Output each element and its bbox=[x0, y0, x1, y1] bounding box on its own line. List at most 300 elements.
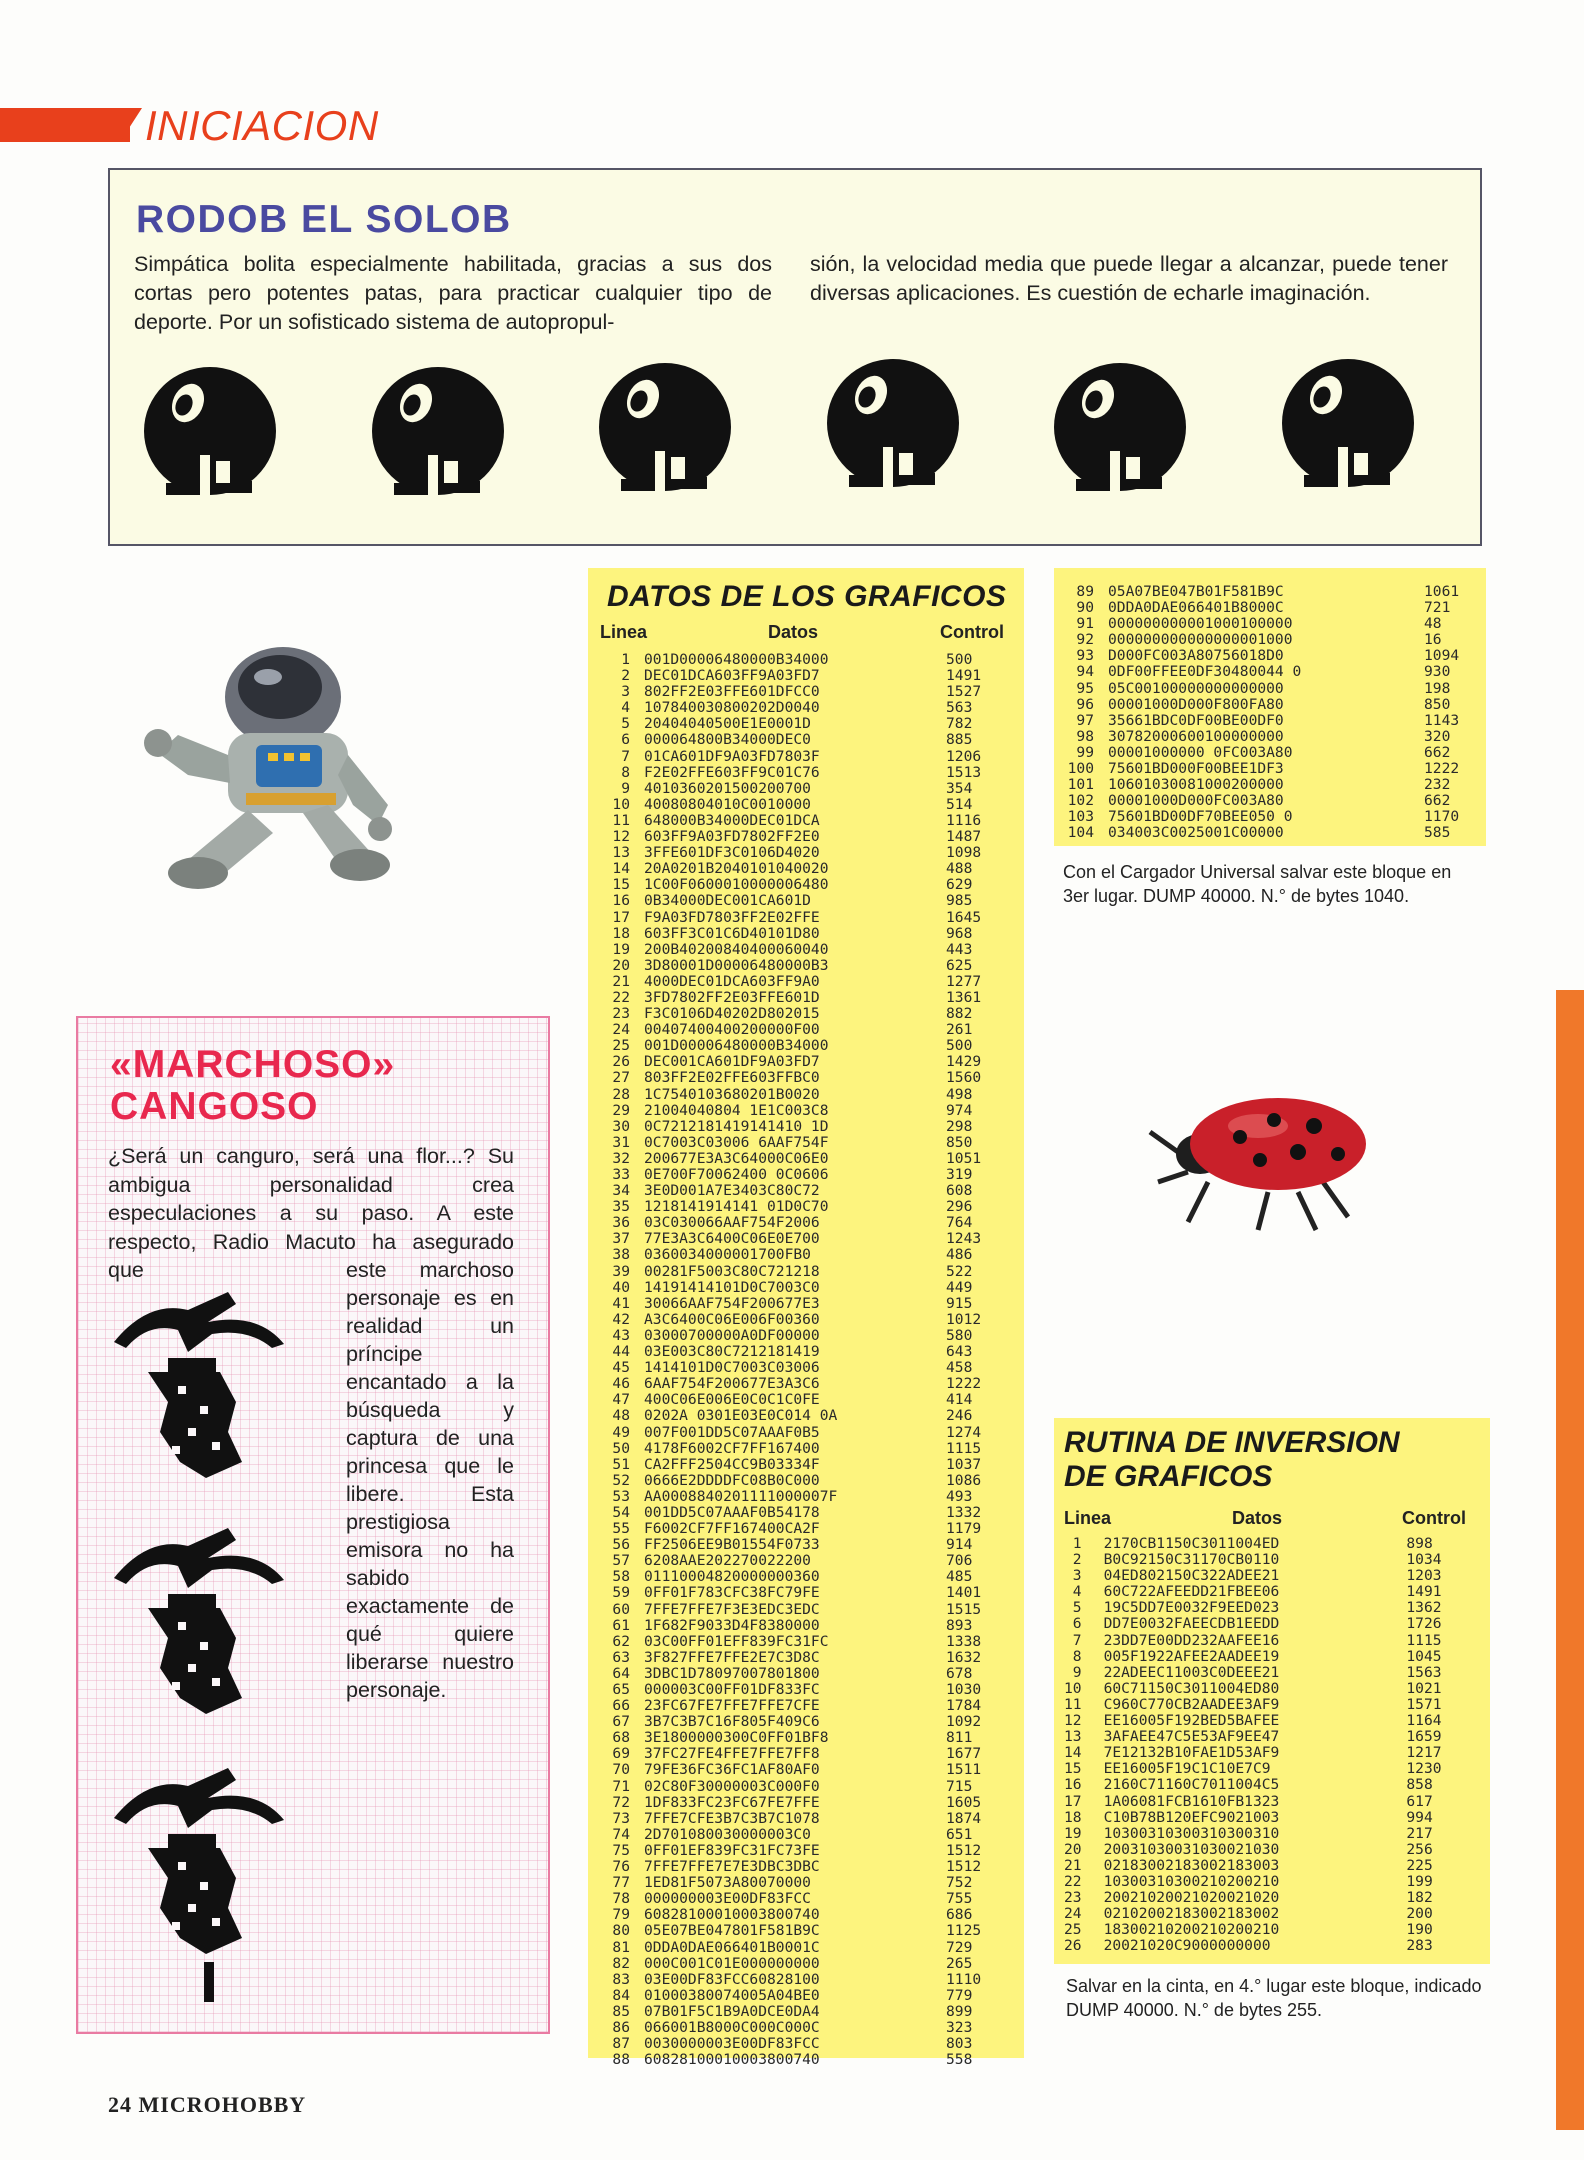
row-control: 1512 bbox=[946, 1841, 982, 1859]
row-line-number: 50 bbox=[612, 1439, 630, 1457]
row-line-number: 54 bbox=[612, 1503, 630, 1521]
row-control: 608 bbox=[946, 1182, 973, 1200]
row-control: 1511 bbox=[946, 1761, 982, 1779]
row-data: F6002CF7FF167400CA2F bbox=[644, 1520, 820, 1538]
row-control: 1217 bbox=[1406, 1744, 1442, 1762]
row-data: 000000000000000001000 bbox=[1108, 631, 1293, 649]
row-control: 662 bbox=[1424, 743, 1451, 761]
row-data: 034003C0025001C00000 bbox=[1108, 824, 1284, 842]
row-data: 1C7540103680201B0020 bbox=[644, 1085, 820, 1103]
table-row bbox=[604, 2020, 1014, 2036]
table-row bbox=[604, 1746, 1014, 1762]
row-data: 3FD7802FF2E03FFE601D bbox=[644, 988, 820, 1006]
row-control: 629 bbox=[946, 876, 973, 894]
table-row bbox=[604, 1408, 1014, 1424]
row-control: 974 bbox=[946, 1101, 973, 1119]
table-row bbox=[604, 958, 1014, 974]
row-line-number: 88 bbox=[612, 2051, 630, 2069]
row-control: 232 bbox=[1424, 776, 1451, 794]
row-control: 1361 bbox=[946, 988, 982, 1006]
row-control: 1179 bbox=[946, 1520, 982, 1538]
table-row bbox=[604, 1296, 1014, 1312]
row-control: 1527 bbox=[946, 683, 982, 701]
row-line-number: 99 bbox=[1076, 743, 1094, 761]
row-line-number: 16 bbox=[1064, 1776, 1082, 1794]
row-line-number: 42 bbox=[612, 1310, 630, 1328]
row-line-number: 9 bbox=[1072, 1663, 1082, 1681]
row-data: 2170CB1150C3011004ED bbox=[1103, 1535, 1280, 1552]
table-row bbox=[604, 1425, 1014, 1441]
table-row bbox=[1064, 1890, 1484, 1906]
row-line-number: 47 bbox=[612, 1391, 630, 1409]
row-line-number: 58 bbox=[612, 1568, 630, 1586]
row-data: 20021020021020021020 bbox=[1103, 1889, 1280, 1907]
row-data: 00001000D000F800FA80 bbox=[1108, 695, 1284, 713]
row-control: 296 bbox=[946, 1198, 973, 1216]
row-line-number: 23 bbox=[1064, 1889, 1082, 1907]
table-row bbox=[604, 1199, 1014, 1215]
row-control: 48 bbox=[1424, 615, 1442, 633]
row-line-number: 2 bbox=[621, 667, 630, 685]
row-control: 985 bbox=[946, 892, 973, 910]
table-row bbox=[1064, 729, 1484, 745]
table-row bbox=[604, 1891, 1014, 1907]
table-row bbox=[604, 1183, 1014, 1199]
table-row bbox=[1064, 1552, 1484, 1568]
row-data: 00001000000 0FC003A80 bbox=[1108, 743, 1293, 761]
table-row bbox=[1064, 1874, 1484, 1890]
row-line-number: 22 bbox=[612, 988, 630, 1006]
row-data: 60828100010003800740 bbox=[644, 1906, 820, 1924]
row-data: 23FC67FE7FFE7FFE7CFE bbox=[644, 1697, 820, 1715]
astronaut-toy-illustration bbox=[128, 615, 458, 900]
row-data: EE16005F19C1C10E7C9 bbox=[1103, 1760, 1271, 1778]
table-row bbox=[604, 1006, 1014, 1022]
table-row bbox=[604, 1650, 1014, 1666]
row-data: 19C5DD7E0032F9EED023 bbox=[1103, 1599, 1280, 1617]
row-data: 0FF01EF839FC31FC73FE bbox=[644, 1841, 820, 1859]
table-row bbox=[604, 893, 1014, 909]
row-control: 764 bbox=[946, 1214, 973, 1232]
marchoso-title-line2: CANGOSO bbox=[110, 1085, 319, 1128]
cangoso-sprite-1 bbox=[114, 1292, 284, 1478]
row-data: 37FC27FE4FFE7FFE7FF8 bbox=[644, 1745, 820, 1763]
table-row bbox=[1064, 825, 1484, 841]
row-data: 14191414101D0C7003C0 bbox=[644, 1278, 820, 1296]
table-row bbox=[604, 1038, 1014, 1054]
row-data: 0DF00FFEE0DF30480044 0 bbox=[1108, 663, 1302, 681]
row-line-number: 96 bbox=[1076, 695, 1094, 713]
datos-title: DATOS DE LOS GRAFICOS bbox=[607, 580, 1007, 613]
row-line-number: 25 bbox=[1064, 1921, 1082, 1939]
row-line-number: 23 bbox=[612, 1005, 630, 1023]
row-control: 1098 bbox=[946, 844, 982, 862]
rutina-note: Salvar en la cinta, en 4.° lugar este bloque, indicado DUMP 40000. N.° de bytes 255. bbox=[1066, 1976, 1482, 2020]
table-row bbox=[1064, 1713, 1484, 1729]
continuation-note: Con el Cargador Universal salvar este bloque en 3er lugar. DUMP 40000. N.° de bytes 1040. bbox=[1063, 862, 1452, 906]
row-data: 03C00FF01EFF839FC31FC bbox=[644, 1632, 829, 1650]
row-line-number: 56 bbox=[612, 1536, 630, 1554]
row-control: 1338 bbox=[946, 1632, 982, 1650]
row-line-number: 21 bbox=[1064, 1856, 1082, 1874]
row-line-number: 2 bbox=[1072, 1551, 1082, 1569]
row-control: 625 bbox=[946, 956, 973, 974]
row-data: 18300210200210200210 bbox=[1103, 1921, 1280, 1939]
row-control: 1034 bbox=[1406, 1551, 1442, 1569]
row-line-number: 68 bbox=[612, 1729, 630, 1747]
row-data: 75601BD000F00BEE1DF3 bbox=[1108, 760, 1284, 778]
row-line-number: 31 bbox=[612, 1133, 630, 1151]
rutina-header-linea: Linea bbox=[1064, 1508, 1112, 1528]
rutina-title bbox=[1064, 1426, 1400, 1494]
row-data: 00001000D000FC003A80 bbox=[1108, 792, 1284, 810]
row-data: 21004040804 1E1C003C8 bbox=[644, 1101, 829, 1119]
table-row bbox=[604, 1151, 1014, 1167]
row-control: 1086 bbox=[946, 1471, 982, 1489]
row-line-number: 36 bbox=[612, 1214, 630, 1232]
row-control: 752 bbox=[946, 1874, 973, 1892]
row-control: 968 bbox=[946, 924, 973, 942]
row-line-number: 67 bbox=[612, 1713, 630, 1731]
datos-table bbox=[604, 652, 1014, 2068]
row-line-number: 1 bbox=[1072, 1535, 1082, 1552]
row-control: 217 bbox=[1406, 1824, 1433, 1842]
row-line-number: 6 bbox=[1072, 1615, 1082, 1633]
table-row bbox=[604, 1843, 1014, 1859]
row-line-number: 5 bbox=[1072, 1599, 1082, 1617]
row-line-number: 13 bbox=[1064, 1728, 1082, 1746]
row-line-number: 14 bbox=[1064, 1744, 1082, 1762]
row-data: 0C7212181419141410 1D bbox=[644, 1117, 829, 1135]
row-data: 0DDA0DAE066401B8000C bbox=[1108, 599, 1284, 617]
row-control: 858 bbox=[1406, 1776, 1433, 1794]
table-row bbox=[604, 1376, 1014, 1392]
row-control: 449 bbox=[946, 1278, 973, 1296]
rodob-sprite-6 bbox=[1282, 359, 1414, 487]
row-line-number: 9 bbox=[621, 779, 630, 797]
row-data: 4000DEC01DCA603FF9A0 bbox=[644, 972, 820, 990]
row-data: 2D701080030000003C0 bbox=[644, 1825, 811, 1843]
row-line-number: 19 bbox=[612, 940, 630, 958]
row-control: 261 bbox=[946, 1021, 973, 1039]
row-line-number: 13 bbox=[612, 844, 630, 862]
row-data: 7FFE7FFE7E7E3DBC3DBC bbox=[644, 1858, 820, 1876]
row-data: 1ED81F5073A80070000 bbox=[644, 1874, 811, 1892]
table-row bbox=[604, 1328, 1014, 1344]
row-data: 3DBC1D78097007801800 bbox=[644, 1664, 820, 1682]
row-control: 898 bbox=[1406, 1535, 1433, 1552]
row-line-number: 24 bbox=[612, 1021, 630, 1039]
row-line-number: 71 bbox=[612, 1777, 630, 1795]
continuation-table bbox=[1064, 584, 1484, 842]
row-line-number: 92 bbox=[1076, 631, 1094, 649]
row-line-number: 80 bbox=[612, 1922, 630, 1940]
table-row bbox=[604, 1167, 1014, 1183]
row-line-number: 69 bbox=[612, 1745, 630, 1763]
row-control: 199 bbox=[1406, 1872, 1433, 1890]
row-data: 1414101D0C7003C03006 bbox=[644, 1359, 820, 1377]
row-data: 3FFE601DF3C0106D4020 bbox=[644, 844, 820, 862]
row-data: 0C7003C03006 6AAF754F bbox=[644, 1133, 829, 1151]
row-control: 319 bbox=[946, 1166, 973, 1183]
row-control: 1784 bbox=[946, 1697, 982, 1715]
table-row bbox=[1064, 1938, 1484, 1954]
table-row bbox=[1064, 1568, 1484, 1584]
table-row bbox=[604, 1505, 1014, 1521]
row-line-number: 64 bbox=[612, 1664, 630, 1682]
table-row bbox=[1064, 777, 1484, 793]
row-control: 563 bbox=[946, 699, 973, 717]
table-row bbox=[604, 990, 1014, 1006]
row-data: 6AAF754F200677E3A3C6 bbox=[644, 1375, 820, 1393]
row-line-number: 41 bbox=[612, 1294, 630, 1312]
row-control: 678 bbox=[946, 1664, 973, 1682]
row-control: 514 bbox=[946, 795, 973, 813]
row-line-number: 43 bbox=[612, 1326, 630, 1344]
row-data: 000000003E00DF83FCC bbox=[644, 1890, 811, 1908]
row-data: 10300310300210200210 bbox=[1103, 1872, 1280, 1890]
row-line-number: 76 bbox=[612, 1858, 630, 1876]
row-control: 715 bbox=[946, 1777, 973, 1795]
table-row bbox=[1064, 648, 1484, 664]
row-control: 1030 bbox=[946, 1681, 982, 1698]
row-control: 198 bbox=[1424, 679, 1451, 697]
page-footer: 24 MICROHOBBY bbox=[108, 2092, 307, 2117]
row-control: 1571 bbox=[1406, 1695, 1442, 1713]
row-control: 1170 bbox=[1424, 808, 1460, 826]
row-data: 30066AAF754F200677E3 bbox=[644, 1294, 820, 1312]
row-line-number: 8 bbox=[1072, 1647, 1082, 1665]
row-data: 10601030081000200000 bbox=[1108, 776, 1284, 794]
table-row bbox=[1064, 1665, 1484, 1681]
rodob-text-col1: Simpática bolita especialmente habilitada, gracias a sus dos cortas pero potentes patas, para practicar cualquier tipo de deporte. Por un sofisticado sistema de autopropul- bbox=[134, 252, 772, 334]
row-line-number: 45 bbox=[612, 1359, 630, 1377]
table-row bbox=[1064, 697, 1484, 713]
row-line-number: 82 bbox=[612, 1954, 630, 1972]
row-data: 79FE36FC36FC1AF80AF0 bbox=[644, 1761, 820, 1779]
row-data: 7FFE7FFE7F3E3EDC3EDC bbox=[644, 1600, 820, 1618]
row-data: 03E003C80C7212181419 bbox=[644, 1343, 820, 1361]
row-control: 893 bbox=[946, 1616, 973, 1634]
row-control: 782 bbox=[946, 715, 973, 733]
row-line-number: 18 bbox=[1064, 1808, 1082, 1826]
row-line-number: 52 bbox=[612, 1471, 630, 1489]
row-line-number: 93 bbox=[1076, 647, 1094, 665]
row-control: 643 bbox=[946, 1343, 973, 1361]
row-line-number: 83 bbox=[612, 1970, 630, 1988]
row-data: C10B78B120EFC9021003 bbox=[1103, 1808, 1280, 1826]
row-data: EE16005F192BED5BAFEE bbox=[1103, 1712, 1280, 1730]
row-data: 00407400400200000F00 bbox=[644, 1021, 820, 1039]
row-control: 1274 bbox=[946, 1423, 982, 1441]
table-row bbox=[1064, 713, 1484, 729]
table-row bbox=[1064, 1842, 1484, 1858]
table-row bbox=[604, 1441, 1014, 1457]
row-data: 803FF2E02FFE603FFBC0 bbox=[644, 1069, 820, 1087]
row-line-number: 49 bbox=[612, 1423, 630, 1441]
table-row bbox=[604, 1940, 1014, 1956]
table-row bbox=[604, 1682, 1014, 1698]
row-line-number: 75 bbox=[612, 1841, 630, 1859]
table-row bbox=[604, 1827, 1014, 1843]
row-data: 1218141914141 01D0C70 bbox=[644, 1198, 829, 1216]
table-row bbox=[604, 910, 1014, 926]
row-data: 35661BDC0DF00BE00DF0 bbox=[1108, 711, 1284, 729]
row-control: 1277 bbox=[946, 972, 982, 990]
row-data: 802FF2E03FFE601DFCC0 bbox=[644, 683, 820, 701]
table-row bbox=[604, 1360, 1014, 1376]
row-control: 1115 bbox=[1406, 1631, 1442, 1649]
ladybug-illustration bbox=[1148, 1082, 1378, 1232]
table-row bbox=[1064, 681, 1484, 697]
row-line-number: 3 bbox=[621, 683, 630, 701]
row-line-number: 44 bbox=[612, 1343, 630, 1361]
page-edge-tab bbox=[1556, 990, 1584, 2130]
table-row bbox=[604, 1585, 1014, 1601]
row-data: 4010360201500200700 bbox=[644, 779, 811, 797]
table-row bbox=[604, 1022, 1014, 1038]
cangoso-sprite-3 bbox=[114, 1768, 284, 1954]
row-control: 414 bbox=[946, 1391, 973, 1409]
table-row bbox=[1064, 1729, 1484, 1745]
row-line-number: 15 bbox=[612, 876, 630, 894]
rodob-title: RODOB EL SOLOB bbox=[136, 198, 512, 241]
row-line-number: 90 bbox=[1076, 599, 1094, 617]
row-data: 60C722AFEEDD21FBEE06 bbox=[1103, 1583, 1280, 1601]
row-control: 1092 bbox=[946, 1713, 982, 1731]
row-line-number: 26 bbox=[1064, 1937, 1082, 1955]
row-control: 225 bbox=[1406, 1856, 1433, 1874]
row-control: 283 bbox=[1406, 1937, 1433, 1955]
row-data: 20A0201B2040101040020 bbox=[644, 860, 829, 878]
table-row bbox=[604, 700, 1014, 716]
row-control: 1230 bbox=[1406, 1760, 1442, 1778]
row-control: 1429 bbox=[946, 1053, 982, 1071]
row-control: 1487 bbox=[946, 828, 982, 846]
table-row bbox=[604, 781, 1014, 797]
row-data: 0E700F70062400 0C0606 bbox=[644, 1166, 829, 1183]
table-row bbox=[1064, 1616, 1484, 1632]
table-row bbox=[604, 797, 1014, 813]
table-row bbox=[604, 1875, 1014, 1891]
table-row bbox=[1064, 584, 1484, 600]
row-line-number: 86 bbox=[612, 2018, 630, 2036]
table-row bbox=[604, 1634, 1014, 1650]
row-line-number: 38 bbox=[612, 1246, 630, 1264]
row-data: 107840030800202D0040 bbox=[644, 699, 820, 717]
table-row bbox=[604, 1923, 1014, 1939]
row-data: 77E3A3C6400C06E0E700 bbox=[644, 1230, 820, 1248]
table-row bbox=[604, 1103, 1014, 1119]
row-control: 899 bbox=[946, 2002, 973, 2020]
table-row bbox=[604, 668, 1014, 684]
row-data: 0202A 0301E03E0C014 0A bbox=[644, 1407, 838, 1425]
row-data: 648000B34000DEC01DCA bbox=[644, 811, 820, 829]
row-control: 1515 bbox=[946, 1600, 982, 1618]
row-data: CA2FFF2504CC9B03334F bbox=[644, 1455, 820, 1473]
row-data: 200B40200840400060040 bbox=[644, 940, 829, 958]
row-line-number: 7 bbox=[621, 747, 630, 765]
row-control: 1605 bbox=[946, 1793, 982, 1811]
row-control: 1115 bbox=[946, 1439, 982, 1457]
row-line-number: 4 bbox=[621, 699, 630, 717]
rutina-header-datos: Datos bbox=[1232, 1508, 1283, 1528]
row-control: 500 bbox=[946, 651, 973, 668]
row-data: 22ADEEC11003C0DEEE21 bbox=[1103, 1663, 1280, 1681]
row-data: 05E07BE047801F581B9C bbox=[644, 1922, 820, 1940]
rodob-sprite-strip bbox=[140, 355, 1460, 530]
row-data: DEC001CA601DF9A03FD7 bbox=[644, 1053, 820, 1071]
rutina-table bbox=[1064, 1536, 1484, 1954]
table-row bbox=[604, 1054, 1014, 1070]
row-control: 182 bbox=[1406, 1889, 1433, 1907]
row-line-number: 55 bbox=[612, 1520, 630, 1538]
row-line-number: 48 bbox=[612, 1407, 630, 1425]
row-line-number: 35 bbox=[612, 1198, 630, 1216]
row-line-number: 29 bbox=[612, 1101, 630, 1119]
row-control: 488 bbox=[946, 860, 973, 878]
row-line-number: 37 bbox=[612, 1230, 630, 1248]
row-line-number: 11 bbox=[612, 811, 630, 829]
row-data: A3C6400C06E006F00360 bbox=[644, 1310, 820, 1328]
row-control: 721 bbox=[1424, 599, 1451, 617]
row-line-number: 4 bbox=[1072, 1583, 1082, 1601]
marchoso-intro-text: ¿Será un canguro, será una flor...? Su ambigua personalidad crea especulaciones a su paso. A este respecto, Radio Macuto ha asegurado que bbox=[108, 1144, 514, 1283]
row-data: 0666E2DDDDFC08B0C000 bbox=[644, 1471, 820, 1489]
row-control: 994 bbox=[1406, 1808, 1433, 1826]
row-data: D000FC003A80756018D0 bbox=[1108, 647, 1284, 665]
row-control: 662 bbox=[1424, 792, 1451, 810]
rodob-sprite-1 bbox=[144, 367, 276, 495]
row-data: 02183002183002183003 bbox=[1103, 1856, 1280, 1874]
row-line-number: 59 bbox=[612, 1584, 630, 1602]
table-row bbox=[1064, 632, 1484, 648]
row-control: 558 bbox=[946, 2051, 973, 2069]
rodob-sprite-2 bbox=[372, 367, 504, 495]
row-data: 3D80001D00006480000B3 bbox=[644, 956, 829, 974]
row-control: 1125 bbox=[946, 1922, 982, 1940]
table-row bbox=[604, 1521, 1014, 1537]
table-row bbox=[1064, 761, 1484, 777]
row-data: 02C80F30000003C000F0 bbox=[644, 1777, 820, 1795]
row-control: 1512 bbox=[946, 1858, 982, 1876]
rutina-title-line2: DE GRAFICOS bbox=[1064, 1460, 1273, 1493]
table-row bbox=[604, 1553, 1014, 1569]
row-data: F2E02FFE603FF9C01C76 bbox=[644, 763, 820, 781]
table-row bbox=[1064, 1810, 1484, 1826]
rutina-header-control: Control bbox=[1402, 1508, 1466, 1528]
row-line-number: 20 bbox=[1064, 1840, 1082, 1858]
cangoso-sprite-column bbox=[108, 1282, 344, 2006]
row-control: 1222 bbox=[946, 1375, 982, 1393]
table-row bbox=[1064, 1906, 1484, 1922]
row-data: F9A03FD7803FF2E02FFE bbox=[644, 908, 820, 926]
table-row bbox=[1064, 1633, 1484, 1649]
row-control: 580 bbox=[946, 1326, 973, 1344]
row-data: 2160C71160C7011004C5 bbox=[1103, 1776, 1280, 1794]
row-line-number: 20 bbox=[612, 956, 630, 974]
table-row bbox=[604, 1537, 1014, 1553]
table-row bbox=[604, 1569, 1014, 1585]
table-row bbox=[604, 813, 1014, 829]
row-data: 000C001C01E000000000 bbox=[644, 1954, 820, 1972]
row-line-number: 10 bbox=[612, 795, 630, 813]
table-row bbox=[604, 1070, 1014, 1086]
row-control: 729 bbox=[946, 1938, 973, 1956]
row-control: 1401 bbox=[946, 1584, 982, 1602]
row-data: 20021020C9000000000 bbox=[1103, 1937, 1271, 1955]
table-row bbox=[1064, 1922, 1484, 1938]
